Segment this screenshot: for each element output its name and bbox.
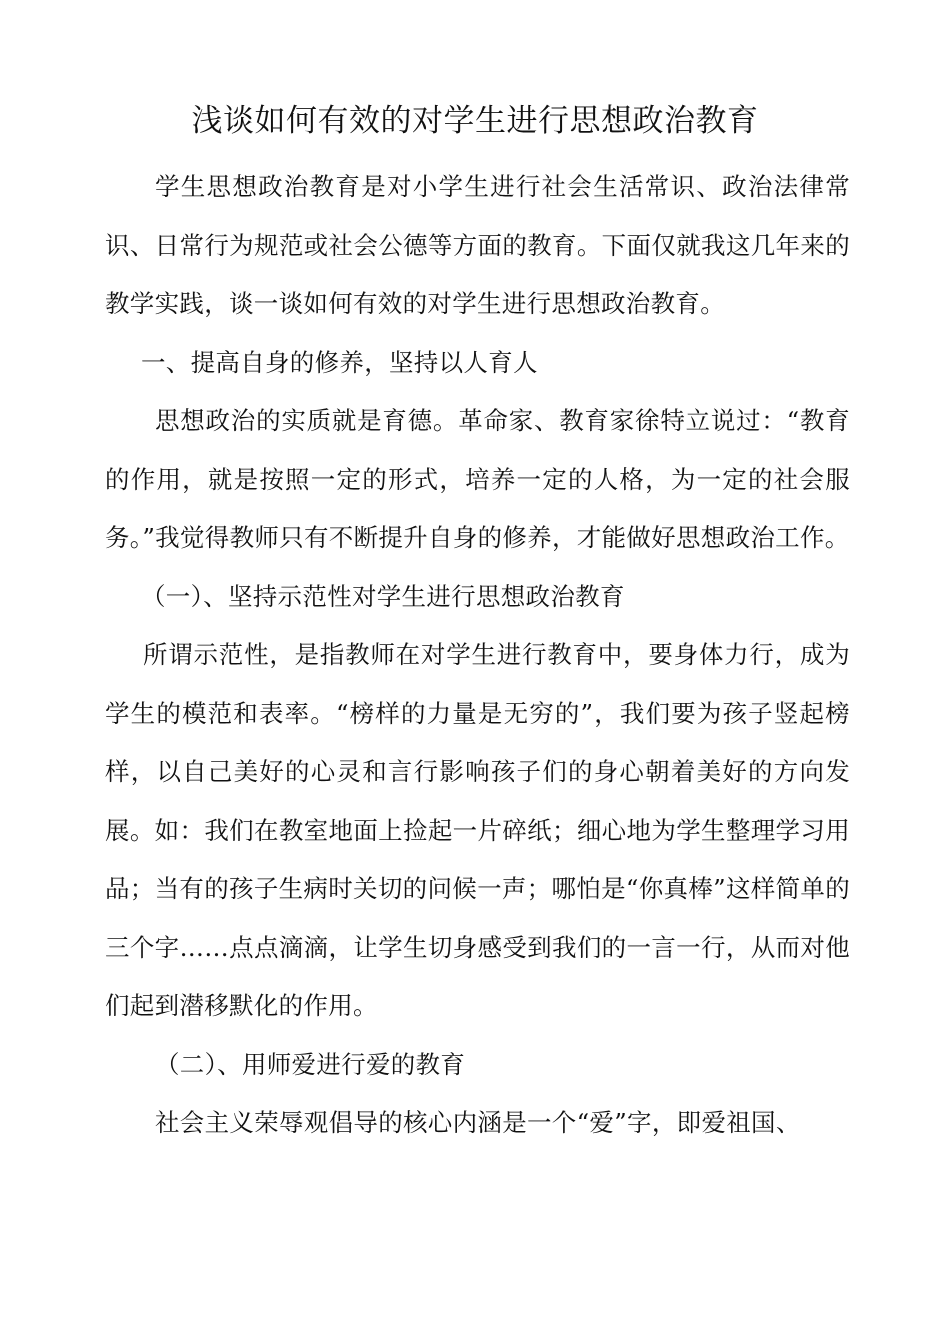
paragraph-intro: 学生思想政治教育是对小学生进行社会生活常识、政治法律常识、日常行为规范或社会公德等方面的教育。下面仅就我这几年来的教学实践，谈一谈如何有效的对学生进行思想政治教育。 [105, 172, 850, 318]
section-heading-1: 一、提高自身的修养，坚持以人育人 [141, 347, 538, 377]
document-body [105, 158, 850, 1153]
paragraph-subsection-2: 社会主义荣辱观倡导的核心内涵是一个“爱”字，即爱祖国、 [155, 1108, 801, 1137]
document-title: 浅谈如何有效的对学生进行思想政治教育 [191, 103, 759, 139]
paragraph-subsection-1: 所谓示范性，是指教师在对学生进行教育中，要身体力行，成为学生的模范和表率。“榜样的力量是无穷的”，我们要为孩子竖起榜样，以自己美好的心灵和言行影响孩子们的身心朝着美好的方向发展。如：我们在教室地面上捡起一片碎纸；细心地为学生整理学习用品；当有的孩子生病时关切的问候一声；哪怕是“你真棒”这样简单的三个字……点点滴滴，让学生切身感受到我们的一言一行，从而对他们起到潜移默化的作用。 [105, 640, 850, 1020]
subsection-heading-1: （一）、坚持示范性对学生进行思想政治教育 [141, 581, 625, 611]
paragraph-section-1: 思想政治的实质就是育德。革命家、教育家徐特立说过：“教育的作用，就是按照一定的形式，培养一定的人格，为一定的社会服务。”我觉得教师只有不断提升自身的修养，才能做好思想政治工作。 [105, 406, 851, 552]
subsection-heading-2: （二）、用师爱进行爱的教育 [155, 1049, 466, 1079]
